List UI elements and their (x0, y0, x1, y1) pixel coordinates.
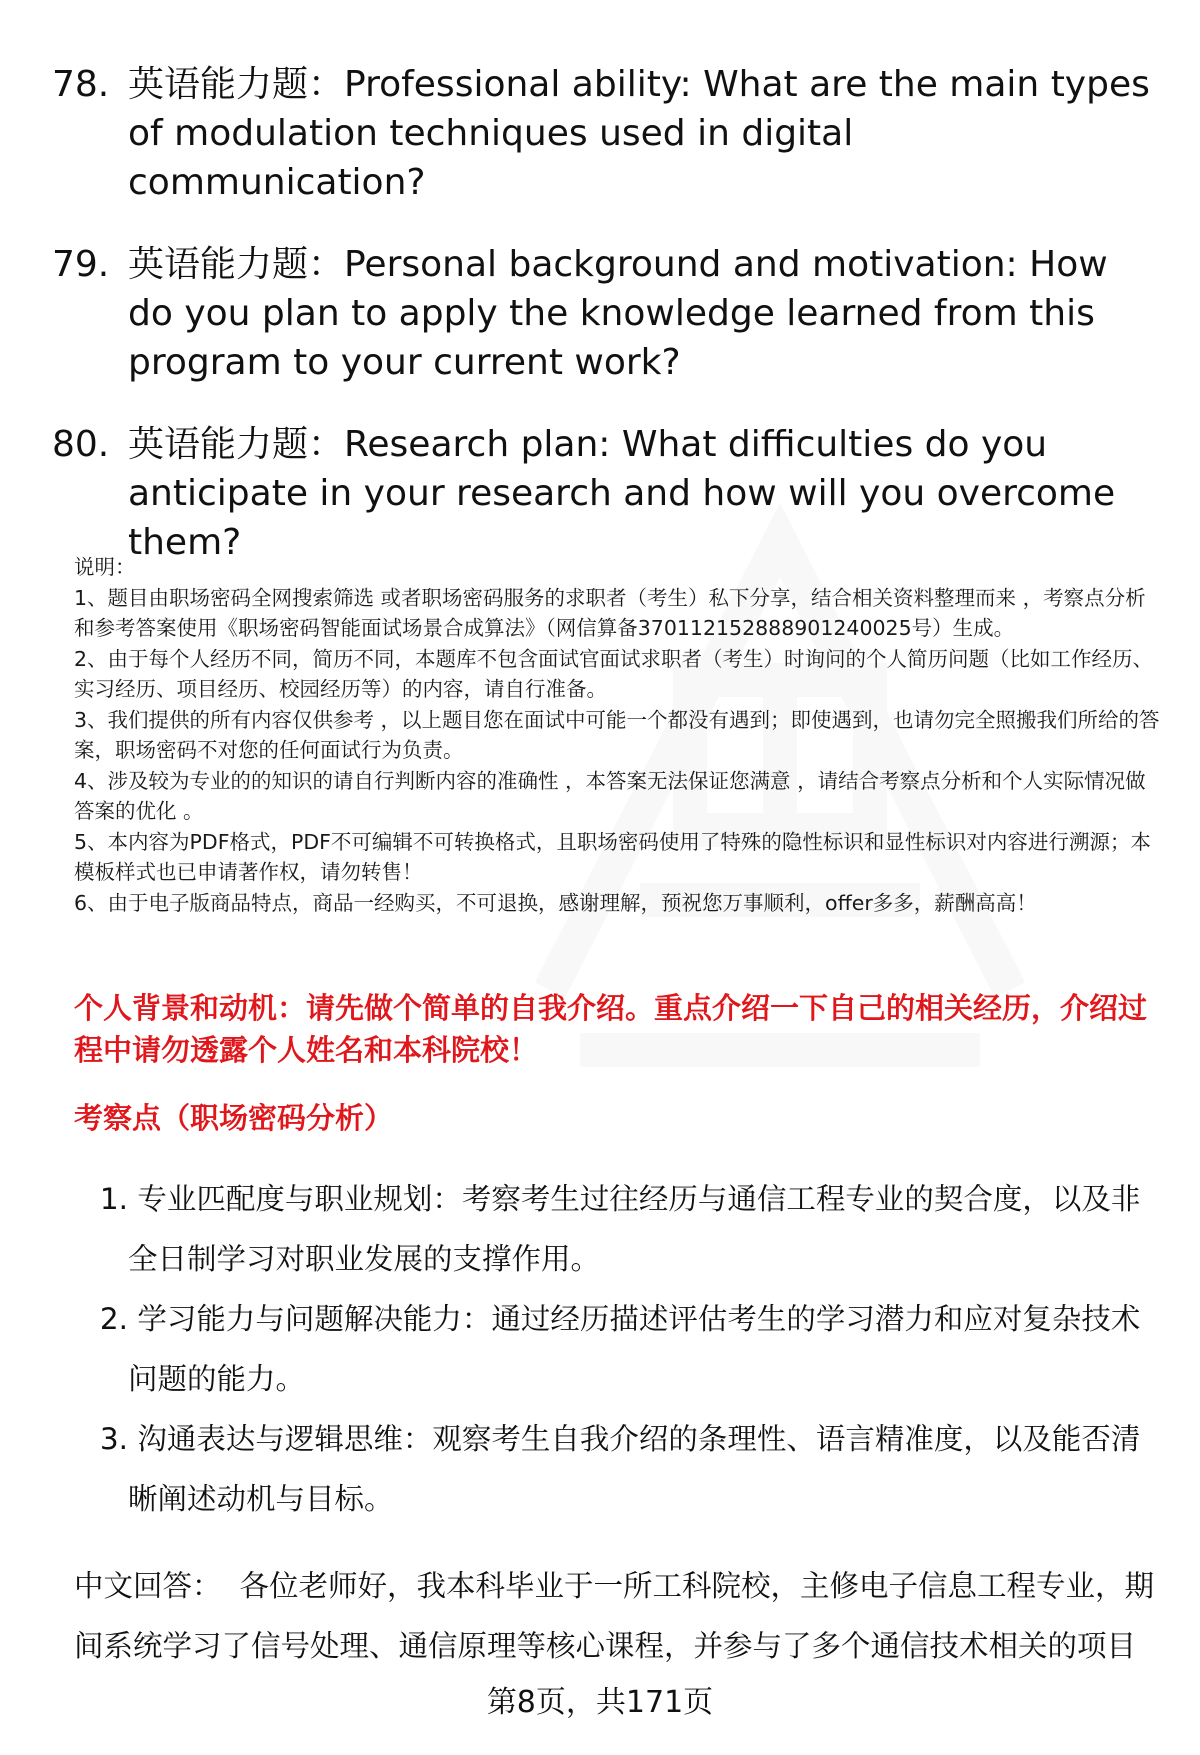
point-text-content: 学习能力与问题解决能力：通过经历描述评估考生的学习潜力和应对复杂技术问题的能力。 (128, 1302, 1141, 1396)
point-number: 3. (99, 1422, 128, 1456)
point-text-content: 沟通表达与逻辑思维：观察考生自我介绍的条理性、语言精准度，以及能否清晰阐述动机与目标。 (128, 1422, 1141, 1516)
note-item: 1、题目由职场密码全网搜索筛选 或者职场密码服务的求职者（考生）私下分享，结合相关资料整理而来 ，考察点分析和参考答案使用《职场密码智能面试场景合成算法》（网信算备370112152888901240025号）生成。 (74, 585, 1146, 640)
main-question-heading: 个人背景和动机：请先做个简单的自我介绍。重点介绍一下自己的相关经历，介绍过程中请勿透露个人姓名和本科院校！ (74, 991, 1148, 1067)
note-item: 5、本内容为PDF格式，PDF不可编辑不可转换格式，且职场密码使用了特殊的隐性标识和显性标识对内容进行溯源；本模板样式也已申请著作权，请勿转售！ (74, 829, 1151, 884)
note-item: 4、涉及较为专业的的知识的请自行判断内容的准确性 ，本答案无法保证您满意 ，请结合考察点分析和个人实际情况做答案的优化 。 (74, 768, 1146, 823)
point-text (128, 1289, 1164, 1409)
question-item (52, 60, 1162, 207)
chinese-answer (74, 1556, 1164, 1676)
question-text: 英语能力题：Research plan: What difficulties do you anticipate in your research and how will you overcome them? (128, 424, 1116, 563)
point-text (128, 1169, 1164, 1289)
analysis-points-list (74, 1169, 1164, 1529)
point-number: 1. (99, 1182, 128, 1216)
question-number: 80. (52, 424, 110, 465)
answer-text: 各位老师好，我本科毕业于一所工科院校，主修电子信息工程专业，期间系统学习了信号处理、通信原理等核心课程，并参与了多个通信技术相关的项目 (74, 1569, 1155, 1663)
point-text (128, 1409, 1164, 1529)
question-text: 英语能力题：Personal background and motivation: How do you plan to apply the knowledge learned from this program to your current work? (128, 244, 1108, 383)
note-item: 2、由于每个人经历不同，简历不同，本题库不包含面试官面试求职者（考生）时询问的个人简历问题（比如工作经历、实习经历、项目经历、校园经历等）的内容，请自行准备。 (74, 646, 1154, 701)
analysis-heading: 考察点（职场密码分析） (74, 1101, 394, 1135)
page-footer: 第8页，共171页 (486, 1685, 714, 1720)
point-text-content: 专业匹配度与职业规划：考察考生过往经历与通信工程专业的契合度，以及非全日制学习对职业发展的支撑作用。 (128, 1182, 1141, 1276)
note-item: 6、由于电子版商品特点，商品一经购买，不可退换，感谢理解，预祝您万事顺利，offer多多，薪酬高高！ (74, 890, 1037, 915)
point-number: 2. (99, 1302, 128, 1336)
list-item (74, 1169, 1164, 1289)
english-questions-list (52, 60, 1162, 600)
note-item: 3、我们提供的所有内容仅供参考 ，以上题目您在面试中可能一个都没有遇到；即使遇到，也请勿完全照搬我们所给的答案，职场密码不对您的任何面试行为负责。 (74, 707, 1160, 762)
disclaimer-notes (74, 552, 1164, 918)
list-item (74, 1409, 1164, 1529)
list-item (74, 1289, 1164, 1409)
question-number: 79. (52, 244, 110, 285)
question-item (52, 240, 1162, 387)
notes-title: 说明： (74, 555, 136, 579)
question-text: 英语能力题：Professional ability: What are the main types of modulation techniques used in digital communication? (128, 64, 1150, 203)
answer-label: 中文回答： (74, 1569, 222, 1603)
question-number: 78. (52, 64, 110, 105)
question-item (52, 420, 1162, 567)
